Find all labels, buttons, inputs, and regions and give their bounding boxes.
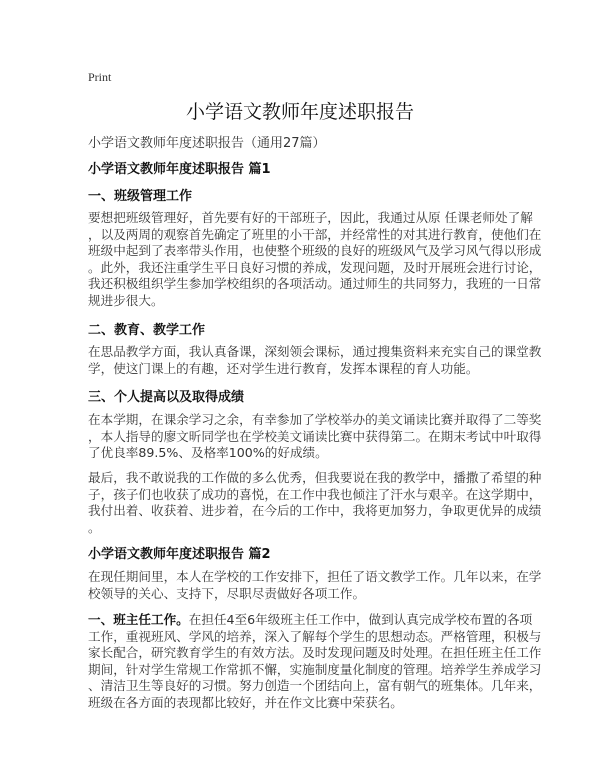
line: 。 xyxy=(88,519,101,535)
line: 在本学期，在课余学习之余，有幸参加了学校举办的美文诵读比赛并取得了二等奖 xyxy=(88,412,542,427)
line: 、清洁卫生等良好的习惯。努力创造一个团结向上，富有朝气的班集体。几年来， xyxy=(88,678,542,694)
paragraph xyxy=(88,210,541,310)
document-subtitle: 小学语文教师年度述职报告（通用27篇） xyxy=(88,136,326,151)
line: 规进步很大。 xyxy=(88,292,164,308)
line: 。此外，我还注重学生平日良好习惯的养成，发现问题，及时开展班会进行讨论， xyxy=(88,259,542,275)
paragraph xyxy=(88,612,541,712)
line: ，本人指导的廖文昕同学也在学校美文诵读比赛中获得第二。在期末考试中叶取得 xyxy=(88,428,542,444)
line: 子，孩子们也收获了成功的喜悦，在工作中我也倾注了汗水与艰辛。在这学期中， xyxy=(88,486,542,502)
paragraph xyxy=(88,344,541,377)
section-heading: 一、班级管理工作 xyxy=(88,189,193,204)
inline-heading: 一、班主任工作。 xyxy=(88,612,189,627)
line: 在思品教学方面，我认真备课，深刻领会课标，通过搜集资料来充实自己的课堂教 xyxy=(88,344,542,359)
line: 校领导的关心、支持下，尽职尽责做好各项工作。 xyxy=(88,585,366,601)
line: 家长配合，研究教育学生的有效方法。及时发现问题及时处理。在担任班主任工作 xyxy=(88,645,542,661)
paragraph xyxy=(88,569,541,602)
line: 最后，我不敢说我的工作做的多么优秀，但我要说在我的教学中，播撒了希望的种 xyxy=(88,470,542,485)
article-heading: 小学语文教师年度述职报告 篇1 xyxy=(88,162,271,177)
line: 学，使这门课上的有趣，还对学生进行教育，发挥本课程的育人功能。 xyxy=(88,360,479,376)
line: 了优良率89.5%、及格率100%的好成绩。 xyxy=(88,445,328,461)
line: 班级在各方面的表现都比较好，并在作文比赛中荣获名。 xyxy=(88,694,403,710)
page-title: 小学语文教师年度述职报告 xyxy=(185,101,414,123)
line: 要想把班级管理好，首先要有好的干部班子，因此，我通过从原 任课老师处了解 xyxy=(88,210,533,225)
article-heading: 小学语文教师年度述职报告 篇2 xyxy=(88,547,271,562)
line: 在现任期间里，本人在学校的工作安排下，担任了语文教学工作。几年以来，在学 xyxy=(88,569,542,584)
line: 我付出着、收获着、进步着，在今后的工作中，我将更加努力，争取更优异的成绩 xyxy=(88,503,542,519)
line: 期间，针对学生常规工作常抓不懈，实施制度量化制度的管理。培养学生养成学习 xyxy=(88,661,542,677)
print-link[interactable]: Print xyxy=(88,70,112,84)
section-heading: 二、教育、教学工作 xyxy=(88,323,206,338)
line: 班级中起到了表率带头作用，也使整个班级的良好的班级风气及学习风气得以形成 xyxy=(88,243,542,259)
line: 工作，重视班风、学风的培养，深入了解每个学生的思想动态。严格管理，积极与 xyxy=(88,628,542,644)
paragraph xyxy=(88,412,541,462)
line: 我还积极组织学生参加学校组织的各项活动。通过师生的共同努力，我班的一日常 xyxy=(88,276,542,292)
paragraph-lines xyxy=(88,629,541,712)
line: 在担任4至6年级班主任工作中，做到认真完成学校布置的各项 xyxy=(188,612,533,627)
paragraph xyxy=(88,470,541,536)
line: ，以及两周的观察首先确定了班里的小干部，并经常性的对其进行教育，使他们在 xyxy=(88,226,542,242)
section-heading: 三、个人提高以及取得成绩 xyxy=(88,390,245,405)
